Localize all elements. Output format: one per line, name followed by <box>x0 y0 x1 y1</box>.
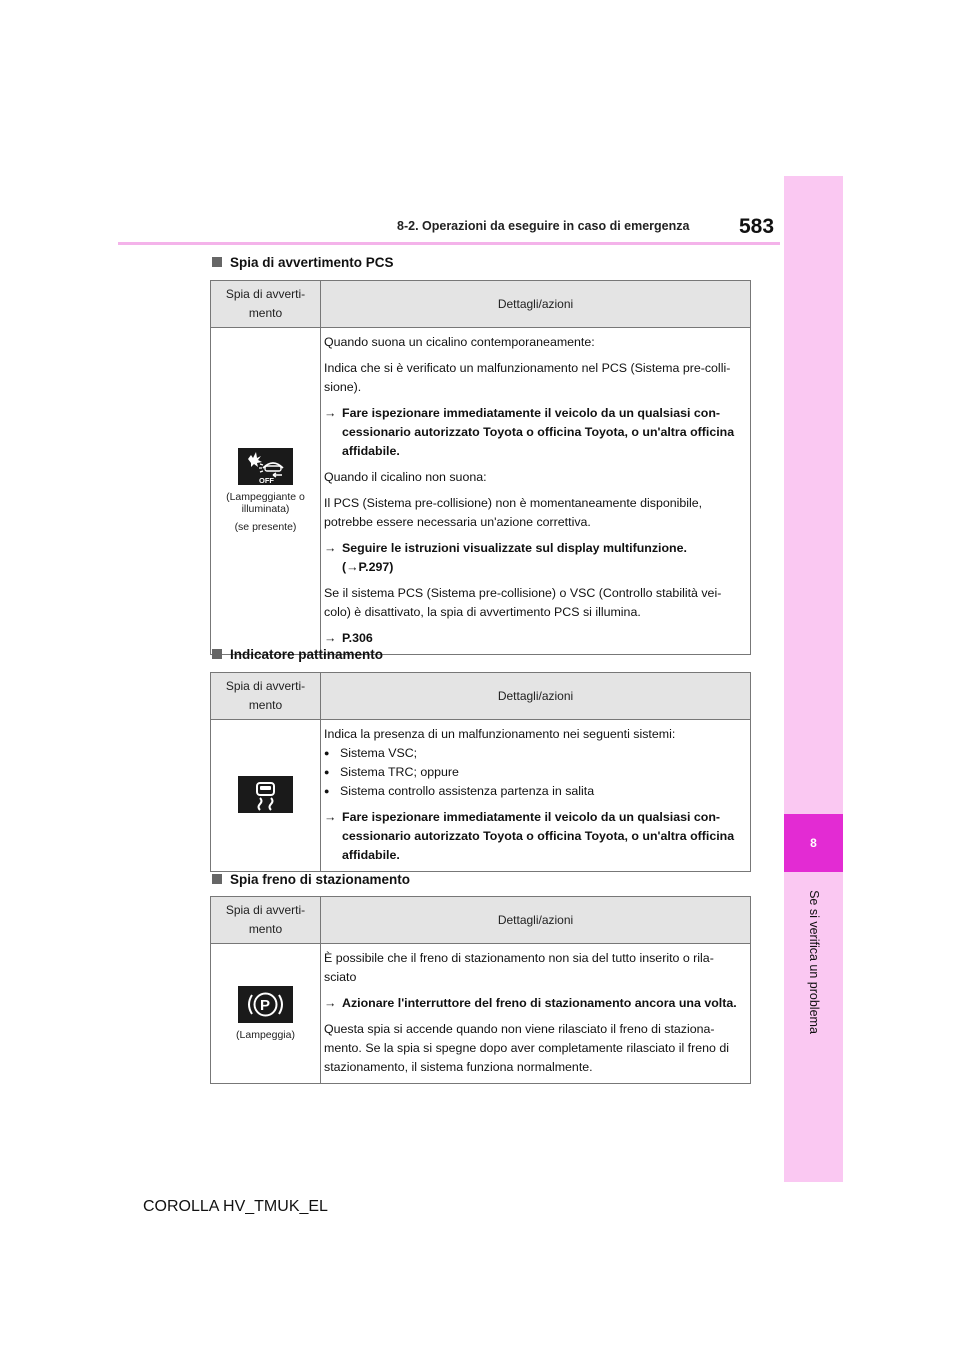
column-header-details: Dettagli/azioni <box>321 281 751 328</box>
bullet-icon: ● <box>324 767 330 777</box>
slip-indicator-icon <box>238 776 293 813</box>
bullet-icon: ● <box>324 786 330 796</box>
slip-indicator-table <box>210 672 751 872</box>
pcs-details-cell <box>321 328 751 655</box>
action-item: → Azionare l'interruttore del freno di stazionamento ancora una volta. <box>324 994 744 1013</box>
arrow-icon: → <box>324 631 337 645</box>
action-item <box>324 629 744 648</box>
arrow-icon: → <box>324 996 337 1010</box>
details-text: È possibile che il freno di stazionamento non sia del tutto inserito o rila-sciato <box>324 951 714 984</box>
column-header-light: Spia di avverti- mento <box>211 897 321 944</box>
page-reference[interactable]: P.306 <box>342 631 373 645</box>
pcs-icon-cell <box>211 328 321 655</box>
section-title-parking-brake: Spia freno di stazionamento <box>212 872 410 887</box>
section-title-slip: Indicatore pattinamento <box>212 647 383 662</box>
arrow-icon: → <box>324 810 337 824</box>
svg-text:OFF: OFF <box>259 475 274 485</box>
details-text: Quando suona un cicalino contemporaneamente: <box>324 335 595 349</box>
page-number: 583 <box>739 215 775 238</box>
slip-details-cell <box>321 720 751 872</box>
parking-brake-icon-cell <box>211 944 321 1084</box>
list-item: ● Sistema TRC; oppure <box>324 763 744 782</box>
section-title-pcs: Spia di avvertimento PCS <box>212 255 394 270</box>
action-item: → Seguire le istruzioni visualizzate sul display multifunzione. (→P.297) <box>324 539 744 577</box>
bullet-icon: ● <box>324 748 330 758</box>
parking-brake-details-cell <box>321 944 751 1084</box>
details-text: Indica che si è verificato un malfunzionamento nel PCS (Sistema pre-colli-sione). <box>324 361 731 394</box>
svg-text:P: P <box>260 997 271 1014</box>
section-header: 8-2. Operazioni da eseguire in caso di emergenza <box>397 219 690 233</box>
column-header-details: Dettagli/azioni <box>321 897 751 944</box>
footer-model: COROLLA HV_TMUK_EL <box>143 1198 328 1215</box>
pcs-warning-table <box>210 280 751 655</box>
details-text: Questa spia si accende quando non viene rilasciato il freno di staziona-mento. Se la spia si spegne dopo aver completamente rilasciato il freno di stazionamento, il sistema funziona normalmente. <box>324 1022 729 1074</box>
column-header-light: Spia di avverti- mento <box>211 281 321 328</box>
column-header-light: Spia di avverti- mento <box>211 673 321 720</box>
parking-brake-icon <box>238 986 293 1023</box>
action-item: → Fare ispezionare immediatamente il veicolo da un qualsiasi con-cessionario autorizzato Toyota o officina Toyota, o un'altra officina affidabile. <box>324 808 744 865</box>
square-bullet-icon <box>212 874 222 884</box>
list-item: ● Sistema controllo assistenza partenza in salita <box>324 782 744 801</box>
action-item: → Fare ispezionare immediatamente il veicolo da un qualsiasi con-cessionario autorizzato Toyota o officina Toyota, o un'altra officina affidabile. <box>324 404 744 461</box>
details-text: Il PCS (Sistema pre-collisione) non è momentaneamente disponibile, potrebbe essere necessaria un'azione correttiva. <box>324 496 703 529</box>
chapter-tab[interactable]: 8 <box>784 814 843 872</box>
column-header-details: Dettagli/azioni <box>321 673 751 720</box>
details-text: Indica la presenza di un malfunzionamento nei seguenti sistemi: <box>324 727 676 741</box>
square-bullet-icon <box>212 257 222 267</box>
chapter-title: Se si verifica un problema <box>807 890 822 1034</box>
page-reference[interactable]: (→P.297) <box>342 560 394 574</box>
arrow-icon: → <box>324 406 337 420</box>
icon-caption: (Lampeggiante o illuminata) <box>226 490 305 515</box>
icon-caption: (Lampeggia) <box>236 1029 295 1041</box>
arrow-icon: → <box>324 541 337 555</box>
icon-caption: (se presente) <box>234 520 297 533</box>
square-bullet-icon <box>212 649 222 659</box>
parking-brake-table <box>210 896 751 1084</box>
slip-icon-cell <box>211 720 321 872</box>
header-divider <box>118 242 780 245</box>
details-text: Quando il cicalino non suona: <box>324 470 487 484</box>
list-item: ● Sistema VSC; <box>324 744 744 763</box>
details-text: Se il sistema PCS (Sistema pre-collisione) o VSC (Controllo stabilità vei-colo) è disattivato, la spia di avvertimento PCS si illumina. <box>324 586 722 619</box>
pcs-off-icon <box>238 448 293 485</box>
